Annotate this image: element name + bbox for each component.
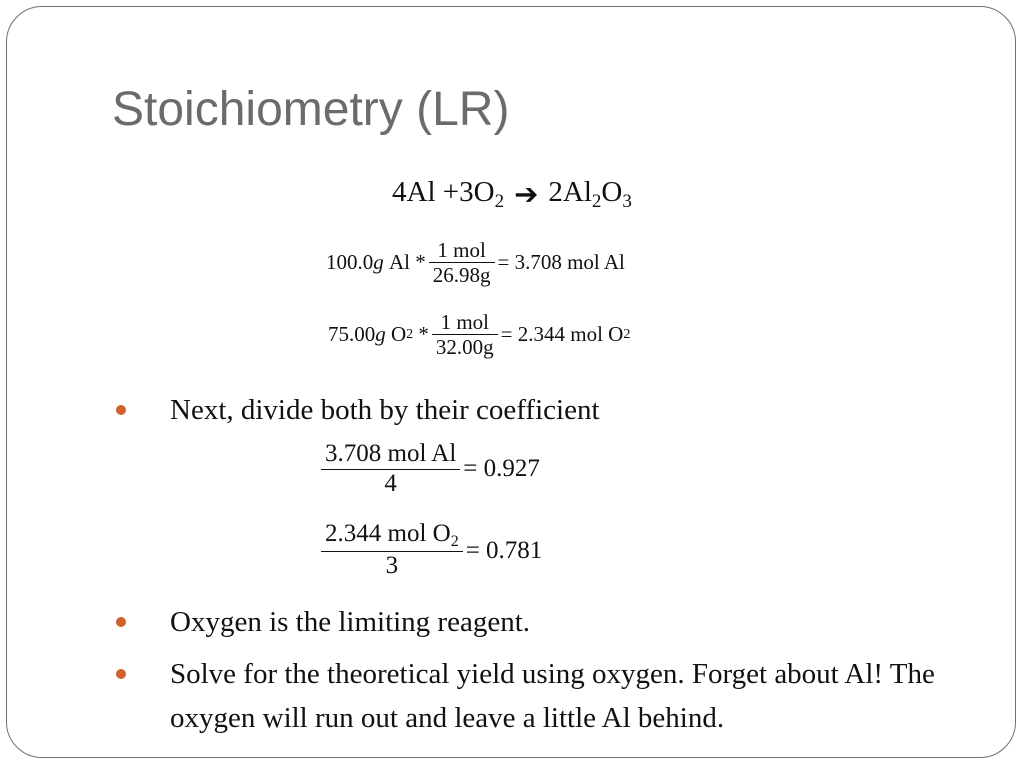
fraction-denominator: 32.00g	[435, 335, 494, 360]
fraction-numerator: 1 mol	[440, 310, 489, 334]
o2-conversion-fraction	[432, 310, 498, 359]
al-mole-result: = 3.708 mol Al	[497, 250, 625, 275]
o2-divide-calculation	[318, 520, 542, 581]
fraction-denominator: 3	[385, 552, 399, 580]
numerator-subscript: 2	[450, 533, 459, 550]
o2-unit: g	[375, 322, 386, 347]
al-species: Al *	[389, 250, 426, 275]
o2-divide-result: = 0.781	[465, 536, 543, 564]
fraction-numerator: 1 mol	[437, 238, 486, 262]
reactants	[392, 176, 504, 213]
right-arrow-icon: ➔	[514, 179, 539, 211]
al-divide-result: = 0.927	[463, 455, 540, 483]
al-mass: 100.0	[326, 250, 374, 275]
al-divide-fraction	[321, 440, 460, 499]
products	[548, 176, 631, 213]
al-unit: g	[373, 250, 384, 275]
reaction-equation	[392, 176, 632, 213]
o2-mole-result: = 2.344 mol O	[500, 322, 624, 347]
o2-subscript: 2	[494, 191, 505, 212]
bullet-text: Solve for the theoretical yield using oxygen. Forget about Al! The oxygen will run out and leave a little Al behind.	[170, 658, 935, 734]
bullet-text: Next, divide both by their coefficient	[170, 394, 600, 426]
o2-mass: 75.00	[328, 322, 376, 347]
fraction-denominator: 26.98g	[432, 263, 491, 288]
reactants-text: 4Al +3O	[392, 176, 495, 208]
al-subscript: 2	[591, 191, 602, 212]
o2-mole-calculation	[328, 310, 630, 359]
al-conversion-fraction	[429, 238, 495, 287]
o2-species-subscript: 2	[406, 326, 414, 342]
multiply-sign: *	[418, 322, 429, 347]
al-divide-calculation	[318, 440, 540, 499]
al-mole-calculation	[326, 238, 625, 287]
o2-species: O	[391, 322, 407, 347]
bullet-text: Oxygen is the limiting reagent.	[170, 606, 531, 638]
numerator-text: 2.344 mol O	[325, 520, 451, 547]
product-o-text: O	[601, 176, 623, 208]
o-subscript: 3	[622, 191, 632, 212]
slide-title: Stoichiometry (LR)	[112, 83, 510, 136]
fraction-denominator: 4	[384, 469, 397, 497]
bullet-dot-icon	[116, 617, 126, 627]
fraction-numerator	[321, 520, 463, 551]
bullet-dot-icon	[116, 405, 126, 415]
fraction-numerator: 3.708 mol Al	[325, 440, 457, 467]
product-al-text: 2Al	[548, 176, 592, 208]
bullet-dot-icon	[116, 669, 126, 679]
o2-result-subscript: 2	[623, 326, 631, 342]
o2-divide-fraction	[321, 520, 463, 581]
